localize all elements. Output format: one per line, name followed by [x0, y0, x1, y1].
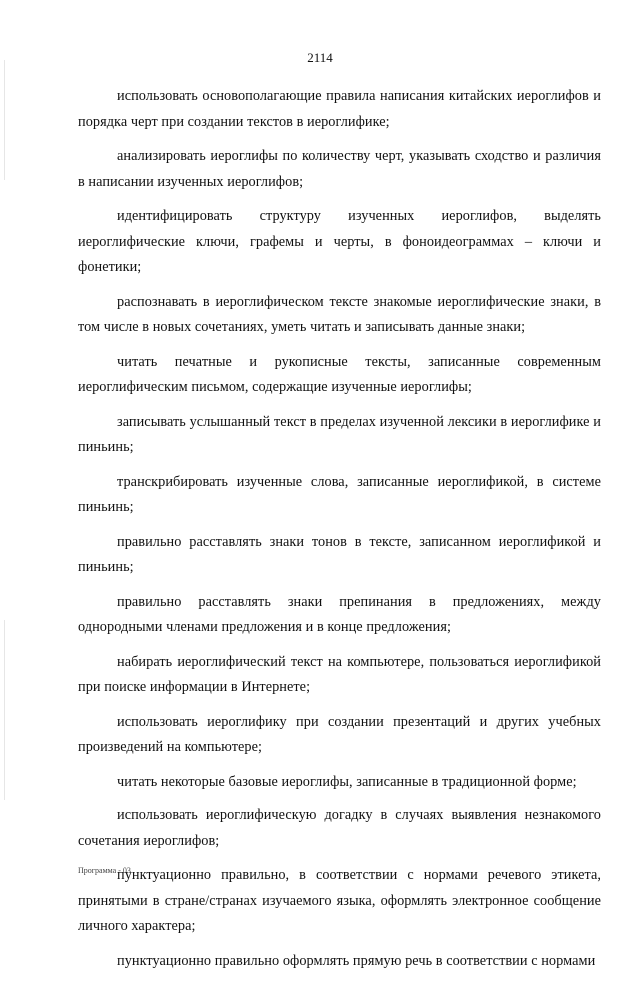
paragraph: использовать иероглифическую догадку в случаях выявления незнакомого сочетания иероглифов; [78, 807, 601, 849]
paragraph: читать некоторые базовые иероглифы, записанные в традиционной форме; [117, 773, 577, 790]
paragraph: записывать услышанный текст в пределах изученной лексики в иероглифике и пиньинь; [78, 413, 601, 455]
paragraph: пунктуационно правильно оформлять прямую речь в соответствии с нормами [117, 952, 596, 969]
paragraph: транскрибировать изученные слова, записанные иероглификой, в системе пиньинь; [78, 473, 601, 515]
paragraph: правильно расставлять знаки препинания в предложениях, между однородными членами предложения и в конце предложения; [78, 593, 601, 635]
paragraph: использовать основополагающие правила написания китайских иероглифов и порядка черт при создании текстов в иероглифике; [78, 88, 601, 130]
scan-edge-mark [4, 620, 5, 800]
document-body [78, 84, 601, 983]
paragraph: читать печатные и рукописные тексты, записанные современным иероглифическим письмом, содержащие изученные иероглифы; [78, 353, 601, 395]
paragraph: идентифицировать структуру изученных иероглифов, выделять иероглифические ключи, графемы и черты, в фоноидеограммах – ключи и фонетики; [78, 208, 601, 275]
paragraph: использовать иероглифику при создании презентаций и других учебных произведений на компьютере; [78, 713, 601, 755]
page-footer: Программа - 03 [78, 866, 131, 875]
scan-edge-mark [4, 60, 5, 180]
page-number: 2114 [307, 50, 333, 65]
paragraph: анализировать иероглифы по количеству черт, указывать сходство и различия в написании изученных иероглифов; [78, 148, 601, 190]
paragraph: набирать иероглифический текст на компьютере, пользоваться иероглификой при поиске информации в Интернете; [78, 653, 601, 695]
paragraph: пунктуационно правильно, в соответствии с нормами речевого этикета, принятыми в стране/странах изучаемого языка, оформлять электронное сообщение личного характера; [78, 867, 601, 934]
paragraph: распознавать в иероглифическом тексте знакомые иероглифические знаки, в том числе в новых сочетаниях, уметь читать и записывать данные знаки; [78, 293, 601, 335]
paragraph: правильно расставлять знаки тонов в тексте, записанном иероглификой и пиньинь; [78, 533, 601, 575]
